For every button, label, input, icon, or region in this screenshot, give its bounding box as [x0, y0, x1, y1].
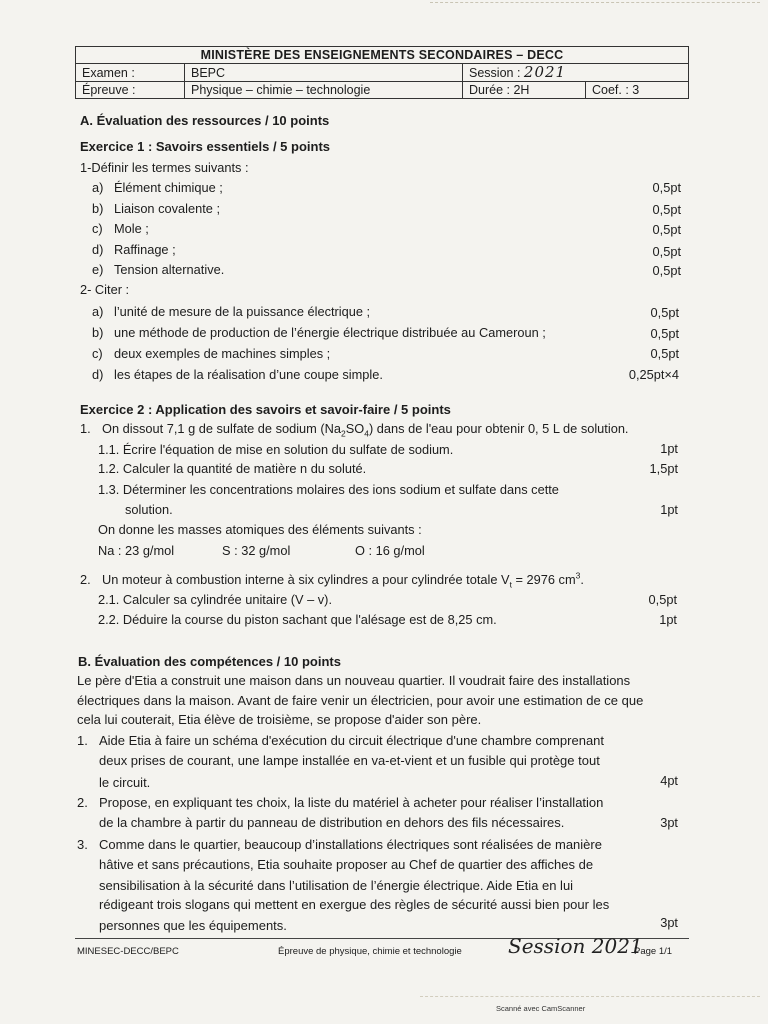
- ex1-q1-item: a) Élément chimique ;: [92, 180, 223, 195]
- ex1-q2-item-points: 0,5pt: [650, 346, 679, 361]
- ex1-q1-item-points: 0,5pt: [652, 180, 681, 195]
- section-b-q1-line: deux prises de courant, une lampe installée en va-et-vient et un fusible qui protège tout: [99, 753, 600, 768]
- ex2-q2-2: 2.2. Déduire la course du piston sachant que l'alésage est de 8,25 cm.: [98, 612, 497, 627]
- footer-center: Épreuve de physique, chimie et technologie: [278, 946, 462, 957]
- section-b-q2-line: de la chambre à partir du panneau de distribution en dehors des fils nécessaires.: [99, 815, 565, 830]
- ex1-q2-item-points: 0,5pt: [650, 305, 679, 320]
- section-b-q2-points: 3pt: [660, 815, 678, 830]
- exam-label: Examen :: [76, 64, 185, 82]
- section-b-q1: 1. Aide Etia à faire un schéma d'exécution du circuit électrique d'une chambre comprenant: [77, 733, 605, 748]
- section-b-q3-line: rédigeant trois slogans qui mettent en exergue des règles de sécurité aussi bien pour les: [99, 897, 610, 912]
- handwritten-session: Session 2021: [508, 934, 643, 958]
- exam-value: BEPC: [185, 64, 463, 82]
- ex1-q1-item-points: 0,5pt: [652, 222, 681, 237]
- ex2-q2-2-points: 1pt: [659, 612, 677, 627]
- section-b-q3-line: hâtive et sans précautions, Etia souhaite proposer au Chef de quartier des affiches de: [99, 857, 594, 872]
- session-cell: [463, 64, 689, 82]
- ex2-q2-statement: 2. Un moteur à combustion interne à six cylindres a pour cylindrée totale $V_t = 2976$ $cm^3$.: [80, 570, 584, 590]
- epreuve-value: Physique – chimie – technologie: [185, 82, 463, 99]
- ex2-q1-1: 1.1. Écrire l'équation de mise en solution du sulfate de sodium.: [98, 442, 454, 457]
- ex1-q1-item-points: 0,5pt: [652, 263, 681, 278]
- ex1-q2-item: b) une méthode de production de l’énergie électrique distribuée au Cameroun ;: [92, 325, 546, 340]
- section-b-q3-points: 3pt: [660, 915, 678, 930]
- coef: Coef. : 3: [586, 82, 689, 99]
- ex2-q1-1-points: 1pt: [660, 441, 678, 456]
- ex1-q1-item-points: 0,5pt: [652, 202, 681, 217]
- session-label: Session :: [469, 66, 521, 80]
- ex2-masses-intro: On donne les masses atomiques des éléments suivants :: [98, 522, 422, 537]
- section-b-intro-line: cela lui couterait, Etia élève de troisième, se propose d'aider son père.: [77, 712, 482, 727]
- section-b-intro-line: Le père d'Etia a construit une maison dans un nouveau quartier. Il voudrait faire des installations: [77, 673, 631, 688]
- footer-page: Page 1/1: [634, 946, 673, 957]
- section-b-intro-line: électriques dans la maison. Avant de faire venir un électricien, pour avoir une estimation de ce que: [77, 693, 644, 708]
- ex1-q2-item: d) les étapes de la réalisation d’une coupe simple.: [92, 367, 383, 382]
- ex1-q2-intro: 2- Citer :: [80, 282, 130, 297]
- footer-left: MINESEC-DECC/BEPC: [77, 946, 179, 957]
- ex2-q2-1-points: 0,5pt: [648, 592, 677, 607]
- section-b-q1-points: 4pt: [660, 773, 678, 788]
- ex1-q2-item: c) deux exemples de machines simples ;: [92, 346, 331, 361]
- section-b-q3: 3. Comme dans le quartier, beaucoup d’installations électriques sont réalisées de manière: [77, 837, 602, 852]
- ministry-title: MINISTÈRE DES ENSEIGNEMENTS SECONDAIRES – DECC: [76, 47, 689, 64]
- ex1-q1-item: c) Mole ;: [92, 221, 149, 236]
- epreuve-label: Épreuve :: [76, 82, 185, 99]
- ex2-q1-3-points: 1pt: [660, 502, 678, 517]
- section-b-title: B. Évaluation des compétences / 10 points: [78, 654, 341, 669]
- section-b-q3-line: sensibilisation à la sécurité dans l’utilisation de l’énergie électrique. Aide Etia en lui: [99, 878, 574, 893]
- ex2-q1-statement: 1. On dissout 7,1 g de sulfate de sodium $(Na_2SO_4)$ dans de l'eau pour obtenir 0, 5 L de solution.: [80, 421, 629, 439]
- exam-header-table: [75, 46, 689, 99]
- ex2-q2-1: 2.1. Calculer sa cylindrée unitaire (V – v).: [98, 592, 332, 607]
- ex1-q1-item-points: 0,5pt: [652, 244, 681, 259]
- section-b-q2: 2. Propose, en expliquant tes choix, la liste du matériel à acheter pour réaliser l’installation: [77, 795, 604, 810]
- ex1-q2-item: a) l’unité de mesure de la puissance électrique ;: [92, 304, 371, 319]
- mass-s: S : 32 g/mol: [222, 543, 291, 558]
- ex2-q1-3: 1.3. Déterminer les concentrations molaires des ions sodium et sulfate dans cette: [98, 482, 559, 497]
- bottom-scan-edge: [420, 996, 760, 997]
- mass-na: Na : 23 g/mol: [98, 543, 175, 558]
- ex1-q1-item: d) Raffinage ;: [92, 242, 176, 257]
- section-b-q1-line: le circuit.: [99, 775, 151, 790]
- section-a-title: A. Évaluation des ressources / 10 points: [80, 113, 330, 128]
- exercise-1-title: Exercice 1 : Savoirs essentiels / 5 points: [80, 139, 331, 154]
- top-scan-edge: [430, 2, 760, 3]
- ex1-q1-item: e) Tension alternative.: [92, 262, 225, 277]
- ex1-q2-item-points: 0,5pt: [650, 326, 679, 341]
- session-value: 2021: [523, 63, 567, 81]
- ex2-q1-2: 1.2. Calculer la quantité de matière n du soluté.: [98, 461, 367, 476]
- mass-o: O : 16 g/mol: [355, 543, 425, 558]
- duree: Durée : 2H: [463, 82, 586, 99]
- exercise-2-title: Exercice 2 : Application des savoirs et savoir-faire / 5 points: [80, 402, 451, 417]
- scanner-watermark: Scanné avec CamScanner: [496, 1004, 586, 1013]
- ex2-q1-2-points: 1,5pt: [649, 461, 678, 476]
- ex2-q1-3-continued: solution.: [125, 502, 173, 517]
- ex1-q2-item-points: 0,25pt×4: [628, 367, 679, 382]
- ex1-q1-item: b) Liaison covalente ;: [92, 201, 220, 216]
- ex1-q1-intro: 1-Définir les termes suivants :: [80, 160, 249, 175]
- section-b-q3-line: personnes que les équipements.: [99, 918, 287, 933]
